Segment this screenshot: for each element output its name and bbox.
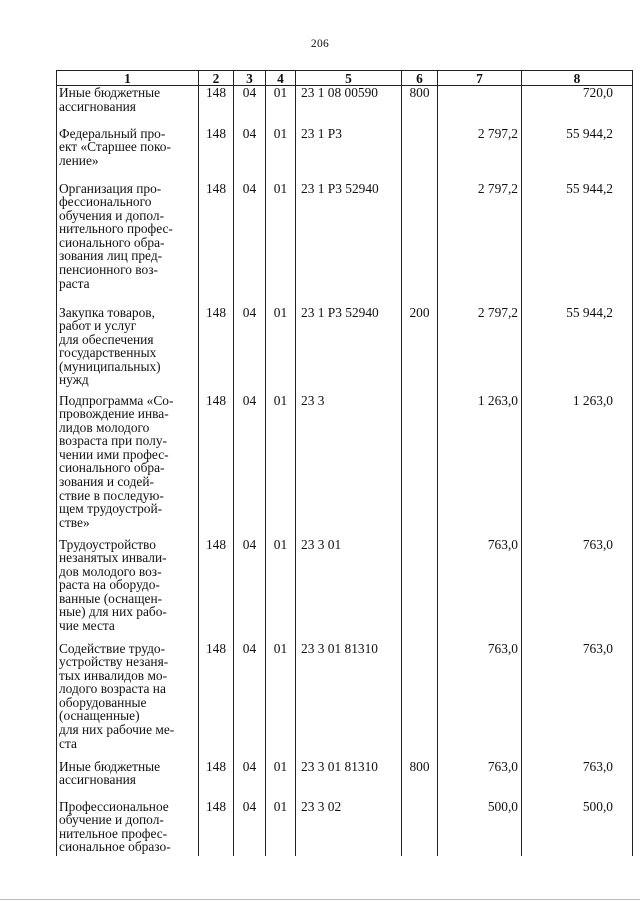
column-header-5: 5	[296, 71, 402, 86]
cell-col5: 23 1 P3	[296, 127, 402, 182]
row-name: Закупка товаров, работ и услуг для обеспечения государственных (муниципальных) нужд	[59, 304, 161, 388]
cell-col3: 04	[234, 642, 266, 760]
row-name-cell	[57, 127, 199, 182]
column-header-7: 7	[438, 71, 522, 86]
cell-col3: 04	[234, 800, 266, 856]
cell-col3: 04	[234, 86, 266, 127]
cell-col5: 23 3	[296, 394, 402, 538]
cell-col5: 23 1 P3 52940	[296, 306, 402, 394]
cell-col4: 01	[266, 182, 296, 306]
row-name: Иные бюджетные ассигнования	[59, 85, 161, 114]
table-row	[57, 127, 633, 182]
cell-col4: 01	[266, 127, 296, 182]
cell-col6	[402, 182, 438, 306]
table-row	[57, 760, 633, 800]
cell-col8: 55 944,2	[522, 127, 633, 182]
page-number: 206	[310, 38, 330, 50]
table-row	[57, 538, 633, 642]
row-name: Трудоустройство незанятых инвали- дов молодого воз- раста на оборудо- ванные (оснащен- ные) для них рабо- чие места	[59, 536, 167, 634]
row-name-cell	[57, 760, 199, 800]
row-name: Организация про- фессионального обучения и допол- нительного профес- сионального обра- зования лиц пред- пенсионного воз- раста	[59, 180, 173, 291]
cell-col6	[402, 127, 438, 182]
cell-col2: 148	[199, 182, 234, 306]
cell-col8: 55 944,2	[522, 306, 633, 394]
cell-col6: 800	[402, 86, 438, 127]
cell-col6	[402, 394, 438, 538]
cell-col8: 500,0	[522, 800, 633, 856]
cell-col6: 200	[402, 306, 438, 394]
cell-col7: 2 797,2	[438, 306, 522, 394]
cell-col8: 1 263,0	[522, 394, 633, 538]
cell-col4: 01	[266, 394, 296, 538]
table-row	[57, 642, 633, 760]
cell-col5: 23 3 01	[296, 538, 402, 642]
cell-col8: 763,0	[522, 642, 633, 760]
cell-col2: 148	[199, 642, 234, 760]
row-name-cell	[57, 394, 199, 538]
cell-col8: 720,0	[522, 86, 633, 127]
row-name: Профессиональное обучение и допол- нительное профес- сиональное образо-	[59, 798, 171, 855]
cell-col6	[402, 642, 438, 760]
cell-col4: 01	[266, 538, 296, 642]
cell-col2: 148	[199, 760, 234, 800]
cell-col7	[438, 86, 522, 127]
column-header-1: 1	[57, 71, 199, 86]
column-header-8: 8	[522, 71, 633, 86]
cell-col6	[402, 800, 438, 856]
cell-col8: 55 944,2	[522, 182, 633, 306]
table-row	[57, 182, 633, 306]
budget-table	[56, 70, 633, 856]
cell-col3: 04	[234, 182, 266, 306]
page-bottom-rule	[0, 899, 640, 900]
row-name-cell	[57, 306, 199, 394]
table-row	[57, 800, 633, 856]
cell-col2: 148	[199, 306, 234, 394]
row-name: Иные бюджетные ассигнования	[59, 758, 161, 788]
cell-col7: 500,0	[438, 800, 522, 856]
cell-col7: 2 797,2	[438, 127, 522, 182]
cell-col2: 148	[199, 800, 234, 856]
column-header-6: 6	[402, 71, 438, 86]
row-name: Подпрограмма «Со- провождение инва- лидов молодого возраста при полу- чении ими профес- сионального обра- зования и содей- ствие в последую- щем трудоустрой- стве»	[59, 392, 174, 530]
cell-col3: 04	[234, 760, 266, 800]
cell-col5: 23 3 01 81310	[296, 760, 402, 800]
cell-col6: 800	[402, 760, 438, 800]
cell-col2: 148	[199, 394, 234, 538]
row-name: Содействие трудо- устройству незаня- тых инвалидов мо- лодого возраста на оборудованные (оснащенные) для них рабочие ме- ста	[59, 640, 175, 751]
column-header-4: 4	[266, 71, 296, 86]
cell-col3: 04	[234, 127, 266, 182]
cell-col5: 23 1 08 00590	[296, 86, 402, 127]
table-row	[57, 394, 633, 538]
cell-col7: 763,0	[438, 760, 522, 800]
row-name-cell	[57, 86, 199, 127]
cell-col7: 763,0	[438, 538, 522, 642]
cell-col8: 763,0	[522, 760, 633, 800]
column-header-3: 3	[234, 71, 266, 86]
cell-col4: 01	[266, 86, 296, 127]
cell-col6	[402, 538, 438, 642]
cell-col3: 04	[234, 394, 266, 538]
cell-col4: 01	[266, 760, 296, 800]
row-name-cell	[57, 800, 199, 856]
row-name: Федеральный про- ект «Старшее поко- ление»	[59, 125, 171, 168]
row-name-cell	[57, 538, 199, 642]
cell-col5: 23 3 02	[296, 800, 402, 856]
cell-col4: 01	[266, 642, 296, 760]
cell-col3: 04	[234, 538, 266, 642]
cell-col7: 763,0	[438, 642, 522, 760]
row-name-cell	[57, 182, 199, 306]
cell-col4: 01	[266, 306, 296, 394]
cell-col5: 23 3 01 81310	[296, 642, 402, 760]
row-name-cell	[57, 642, 199, 760]
cell-col4: 01	[266, 800, 296, 856]
cell-col2: 148	[199, 86, 234, 127]
cell-col7: 1 263,0	[438, 394, 522, 538]
table-header-row	[57, 71, 633, 86]
table-row	[57, 86, 633, 127]
cell-col5: 23 1 P3 52940	[296, 182, 402, 306]
cell-col2: 148	[199, 538, 234, 642]
column-header-2: 2	[199, 71, 234, 86]
cell-col7: 2 797,2	[438, 182, 522, 306]
table-row	[57, 306, 633, 394]
cell-col2: 148	[199, 127, 234, 182]
cell-col3: 04	[234, 306, 266, 394]
cell-col8: 763,0	[522, 538, 633, 642]
